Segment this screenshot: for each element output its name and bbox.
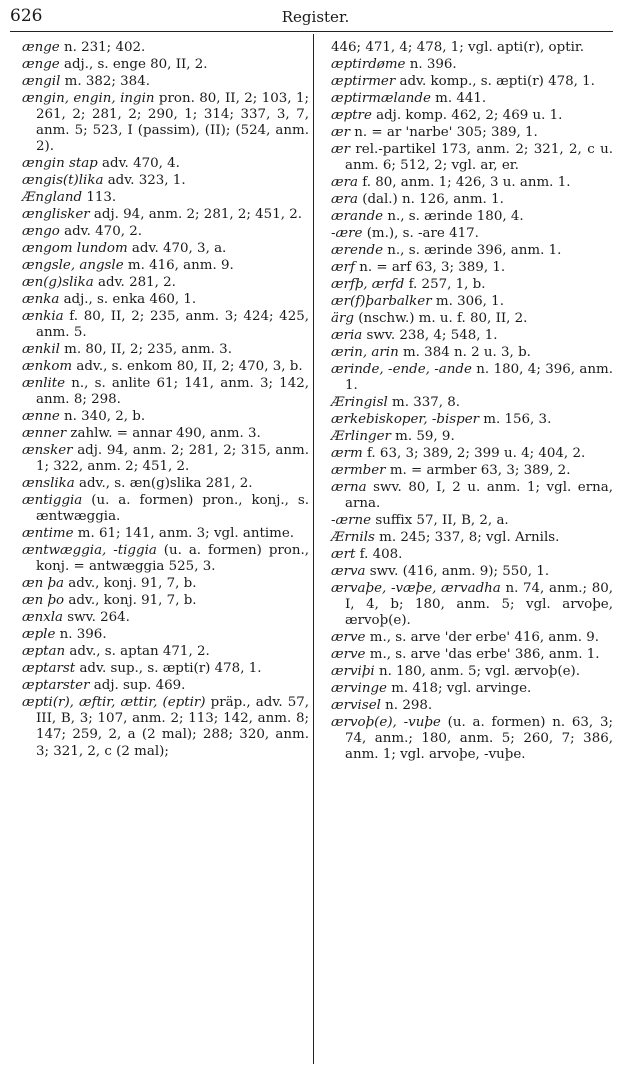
entry-references: (u. a. formen) pron., konj. = antwæggia 525, 3. [36,543,309,575]
index-entry [331,260,613,276]
index-entry [22,476,309,492]
index-entry [331,345,613,361]
index-entry [22,695,309,759]
index-entry [22,275,309,291]
entry-references: zahlw. = annar 490, anm. 3. [66,426,261,442]
entry-headword: ænslika [22,476,75,492]
entry-headword: ænner [22,426,67,442]
entry-headword: æntime [22,526,74,542]
entry-references: pron. 80, II, 2; 103, 1; 261, 2; 281, 2; 290, 1; 314; 337, 3, 7, anm. 5; 523, I (passim), (II); (524, anm. 2). [36,90,309,155]
index-entry [331,681,613,697]
entry-references: f. 80, anm. 1; 426, 3 u. anm. 1. [357,174,571,190]
entry-headword: ær [331,124,350,140]
entry-references: adv., s. æn(g)slika 281, 2. [74,476,253,492]
index-entry [22,661,309,677]
entry-references: n. 180, 4; 396, anm. 1. [345,361,613,393]
entry-references: adj., s. enge 80, II, 2. [59,56,208,72]
index-entry [22,91,309,155]
index-entry [331,108,613,124]
entry-headword: ærve [331,630,366,645]
index-entry [331,698,613,714]
entry-references: m. 80, II, 2; 235, anm. 3. [59,342,232,358]
entry-references: adj. 94, anm. 2; 281, 2; 315, anm. 1; 322, anm. 2; 451, 2. [36,443,309,475]
entry-headword: ænglisker [22,207,90,223]
entry-references: adj. komp. 462, 2; 469 u. 1. [371,107,563,123]
entry-headword: ængil [22,73,61,89]
index-entry [22,493,309,525]
entry-references: rel.-partikel 173, anm. 2; 321, 2, c u. anm. 6; 512, 2; vgl. ar, er. [345,141,613,173]
entry-headword: ænge [22,40,60,55]
entry-references: m., s. arve 'der erbe' 416, anm. 9. [365,630,599,645]
entry-headword: Ærlinger [331,428,391,444]
entry-references: n., s. ærinde 180, 4. [383,208,524,224]
entry-references: n. 340, 2, b. [59,409,146,425]
index-entry [331,412,613,428]
entry-headword: æptirmer [331,73,396,89]
entry-references: adv. komp., s. æpti(r) 478, 1. [395,73,595,89]
entry-headword: æn þa [22,576,65,592]
entry-references: n. 298. [380,697,433,713]
index-entry [331,74,613,90]
index-entry [331,463,613,479]
entry-headword: ærvisel [331,697,381,713]
entry-references: (u. a. formen) n. 63, 3; 74, anm.; 180, anm. 5; 260, 7; 386, anm. 1; vgl. arvoþe, -vuþe. [345,714,613,763]
index-entry [22,40,309,56]
entry-headword: æntiggia [22,493,83,509]
index-entry [22,292,309,308]
entry-headword: ærviþi [331,663,375,679]
entry-headword: ængin stap [22,156,98,172]
entry-references: m. 441. [430,90,487,106]
entry-references: n., s. ærinde 396, anm. 1. [383,242,562,258]
index-entry [22,443,309,475]
entry-headword: Æringisl [331,394,388,410]
entry-references: swv. (416, anm. 9); 550, 1. [365,563,550,579]
entry-references: m. 61; 141, anm. 3; vgl. antime. [73,526,295,542]
entry-headword: ærmber [331,462,386,478]
entry-references: adv. 470, 3, a. [127,241,227,257]
index-entry [22,409,309,425]
entry-headword: Ærnils [331,529,375,545]
entry-headword: ærm [331,445,363,461]
entry-headword: ænkia [22,309,64,325]
index-entry [22,342,309,358]
index-entry [331,91,613,107]
entry-headword: ænxla [22,610,64,626]
entry-headword: Ængland [22,190,83,206]
entry-headword: ænka [22,292,60,308]
index-entry [22,376,309,408]
index-entry [331,581,613,629]
entry-headword: ærfþ, ærfd [331,276,405,292]
entry-headword: ærna [331,479,367,495]
column-divider [313,34,314,1064]
entry-references: n. 396. [405,56,457,72]
index-entry [22,426,309,442]
entry-references: adv. sup., s. æpti(r) 478, 1. [75,661,262,677]
entry-headword: ærinde, -ende, -ande [331,361,472,377]
entry-headword: æptirmælande [331,90,431,106]
page-header [0,6,621,28]
entry-headword: æptirdøme [331,56,406,72]
index-entry [22,644,309,660]
entry-references: f. 257, 1, b. [404,276,486,292]
index-entry [331,125,613,141]
index-entry [331,446,613,462]
entry-references: (m.), s. -are 417. [362,225,479,241]
index-entry [331,530,613,546]
entry-references: n. 231; 402. [59,40,146,55]
index-entry [22,156,309,172]
entry-headword: ænlite [22,376,66,392]
index-entry [22,627,309,643]
index-entry [331,480,613,512]
entry-references: m. 337, 8. [387,394,461,410]
index-entry [331,294,613,310]
entry-headword: æple [22,627,56,643]
page-number: 626 [10,6,43,26]
entry-headword: æptarster [22,678,90,694]
index-entry [22,190,309,206]
index-entry [331,395,613,411]
entry-references: m. 384 n. 2 u. 3, b. [398,344,531,360]
index-entry [331,40,613,56]
index-entry [331,192,613,208]
entry-headword: ængin, engin, ingin [22,90,155,106]
index-entry [331,630,613,646]
entry-references: m. = armber 63, 3; 389, 2. [385,462,571,478]
index-entry [331,715,613,763]
index-entry [331,311,613,327]
entry-references: adv., konj. 91, 7, b. [64,576,197,592]
entry-headword: ænkom [22,359,73,375]
index-entry [331,564,613,580]
index-entry [331,209,613,225]
index-entry [331,664,613,680]
index-entry [331,547,613,563]
entry-references: (u. a. formen) pron., konj., s. æntwæggia. [36,493,309,525]
entry-references: adv., s. enkom 80, II, 2; 470, 3, b. [72,359,303,375]
entry-headword: æn þo [22,593,65,609]
entry-headword: -ære [331,225,363,241]
index-entry [22,241,309,257]
entry-headword: ær(f)þarbalker [331,293,432,309]
entry-headword: ænkil [22,342,60,358]
index-entry [331,277,613,293]
entry-references: swv. 80, I, 2 u. anm. 1; vgl. erna, arna. [345,479,613,511]
entry-headword: ærve [331,646,366,662]
entry-headword: ænge [22,56,60,72]
index-column-left [22,40,309,761]
entry-references: f. 408. [355,546,403,562]
index-entry [331,243,613,259]
index-entry [331,226,613,242]
entry-references: (nschw.) m. u. f. 80, II, 2. [353,310,528,326]
entry-headword: ærvoþ(e), -vuþe [331,714,441,730]
header-rule [10,31,613,32]
entry-references: m. 59, 9. [390,428,455,444]
index-entry [22,207,309,223]
entry-references: m. 306, 1. [431,293,504,309]
entry-headword: ærkebiskoper, -bisper [331,411,480,427]
entry-references: m. 245; 337, 8; vgl. Arnils. [374,529,560,545]
index-entry [22,526,309,542]
entry-headword: ærende [331,242,384,258]
index-entry [22,576,309,592]
entry-headword: ænne [22,409,60,425]
index-entry [22,543,309,575]
index-column-right [331,40,613,764]
entry-headword: æntwæggia, -tiggia [22,543,157,559]
entry-references: n. = arf 63, 3; 389, 1. [354,259,506,275]
entry-headword: æra [331,191,358,207]
entry-headword: æptan [22,644,66,660]
entry-references: n. 180, anm. 5; vgl. ærvoþ(e). [374,663,581,679]
entry-headword: ärg [331,310,354,326]
entry-headword: -ærne [331,512,372,528]
entry-headword: ængis(t)lika [22,173,104,189]
entry-references: swv. 238, 4; 548, 1. [362,327,498,343]
index-entry [22,258,309,274]
entry-headword: ærf [331,259,355,275]
entry-headword: æn(g)slika [22,275,94,291]
index-entry [331,142,613,174]
entry-references: n., s. anlite 61; 141, anm. 3; 142, anm. 8; 298. [36,376,309,408]
entry-references: adv. 470, 4. [97,156,180,172]
entry-headword: æra [331,174,358,190]
index-entry [22,610,309,626]
entry-references: präp., adv. 57, III, B, 3; 107, anm. 2; 113; 142, anm. 8; 147; 259, 2, a (2 mal); 288; 320, anm. 3; 321, 2, c (2 mal); [36,695,309,759]
entry-references: m. 418; vgl. arvinge. [386,680,532,696]
entry-headword: ænsker [22,443,73,459]
entry-references: f. 80, II, 2; 235, anm. 3; 424; 425, anm. 5. [36,309,309,341]
entry-headword: ængom lundom [22,241,128,257]
entry-headword: æpti(r), æftir, ættir, (eptir) [22,695,206,711]
entry-references: suffix 57, II, B, 2, a. [371,512,509,528]
entry-references: swv. 264. [63,610,130,626]
entry-headword: æria [331,327,363,343]
entry-headword: ærin, arin [331,344,399,360]
page-title: Register. [281,8,350,26]
entry-headword: æptre [331,107,372,123]
index-entry [22,678,309,694]
index-entry [22,173,309,189]
index-entry [22,359,309,375]
entry-references: adv., konj. 91, 7, b. [64,593,197,609]
entry-headword: ængsle, angsle [22,258,124,274]
index-entry [331,429,613,445]
index-entry [331,328,613,344]
entry-references: adj. 94, anm. 2; 281, 2; 451, 2. [89,207,303,223]
entry-headword: ær [331,141,350,157]
entry-references: adv. 281, 2. [93,275,176,291]
index-entry [331,175,613,191]
index-entry [22,593,309,609]
entry-references: m., s. arve 'das erbe' 386, anm. 1. [365,646,600,662]
entry-references: (dal.) n. 126, anm. 1. [357,191,504,207]
entry-references: n. 396. [55,627,107,643]
entry-headword: ærande [331,208,384,224]
entry-references: 446; 471, 4; 478, 1; vgl. apti(r), optir. [331,40,585,55]
entry-headword: ærva [331,563,366,579]
index-entry [22,57,309,73]
entry-references: f. 63, 3; 389, 2; 399 u. 4; 404, 2. [362,445,586,461]
entry-headword: ært [331,546,356,562]
index-entry [22,74,309,90]
entry-headword: ængo [22,224,60,240]
entry-references: m. 416, anm. 9. [123,258,234,274]
entry-references: adv. 323, 1. [103,173,186,189]
index-entry [22,224,309,240]
entry-references: n. = ar 'narbe' 305; 389, 1. [350,124,538,140]
entry-headword: æptarst [22,661,76,677]
entry-references: adj., s. enka 460, 1. [59,292,197,308]
index-entry [22,309,309,341]
index-entry [331,513,613,529]
index-entry [331,362,613,394]
entry-references: m. 382; 384. [60,73,150,89]
entry-references: m. 156, 3. [479,411,552,427]
entry-references: n. 74, anm.; 80, I, 4, b; 180, anm. 5; vgl. arvoþe, ærvoþ(e). [345,580,613,629]
entry-references: adv., s. aptan 471, 2. [65,644,210,660]
entry-references: 113. [82,190,117,206]
entry-references: adv. 470, 2. [59,224,143,240]
index-entry [331,57,613,73]
index-entry [331,647,613,663]
entry-headword: ærvinge [331,680,387,696]
entry-headword: ærvaþe, -væþe, ærvadha [331,580,501,596]
entry-references: adj. sup. 469. [89,678,186,694]
